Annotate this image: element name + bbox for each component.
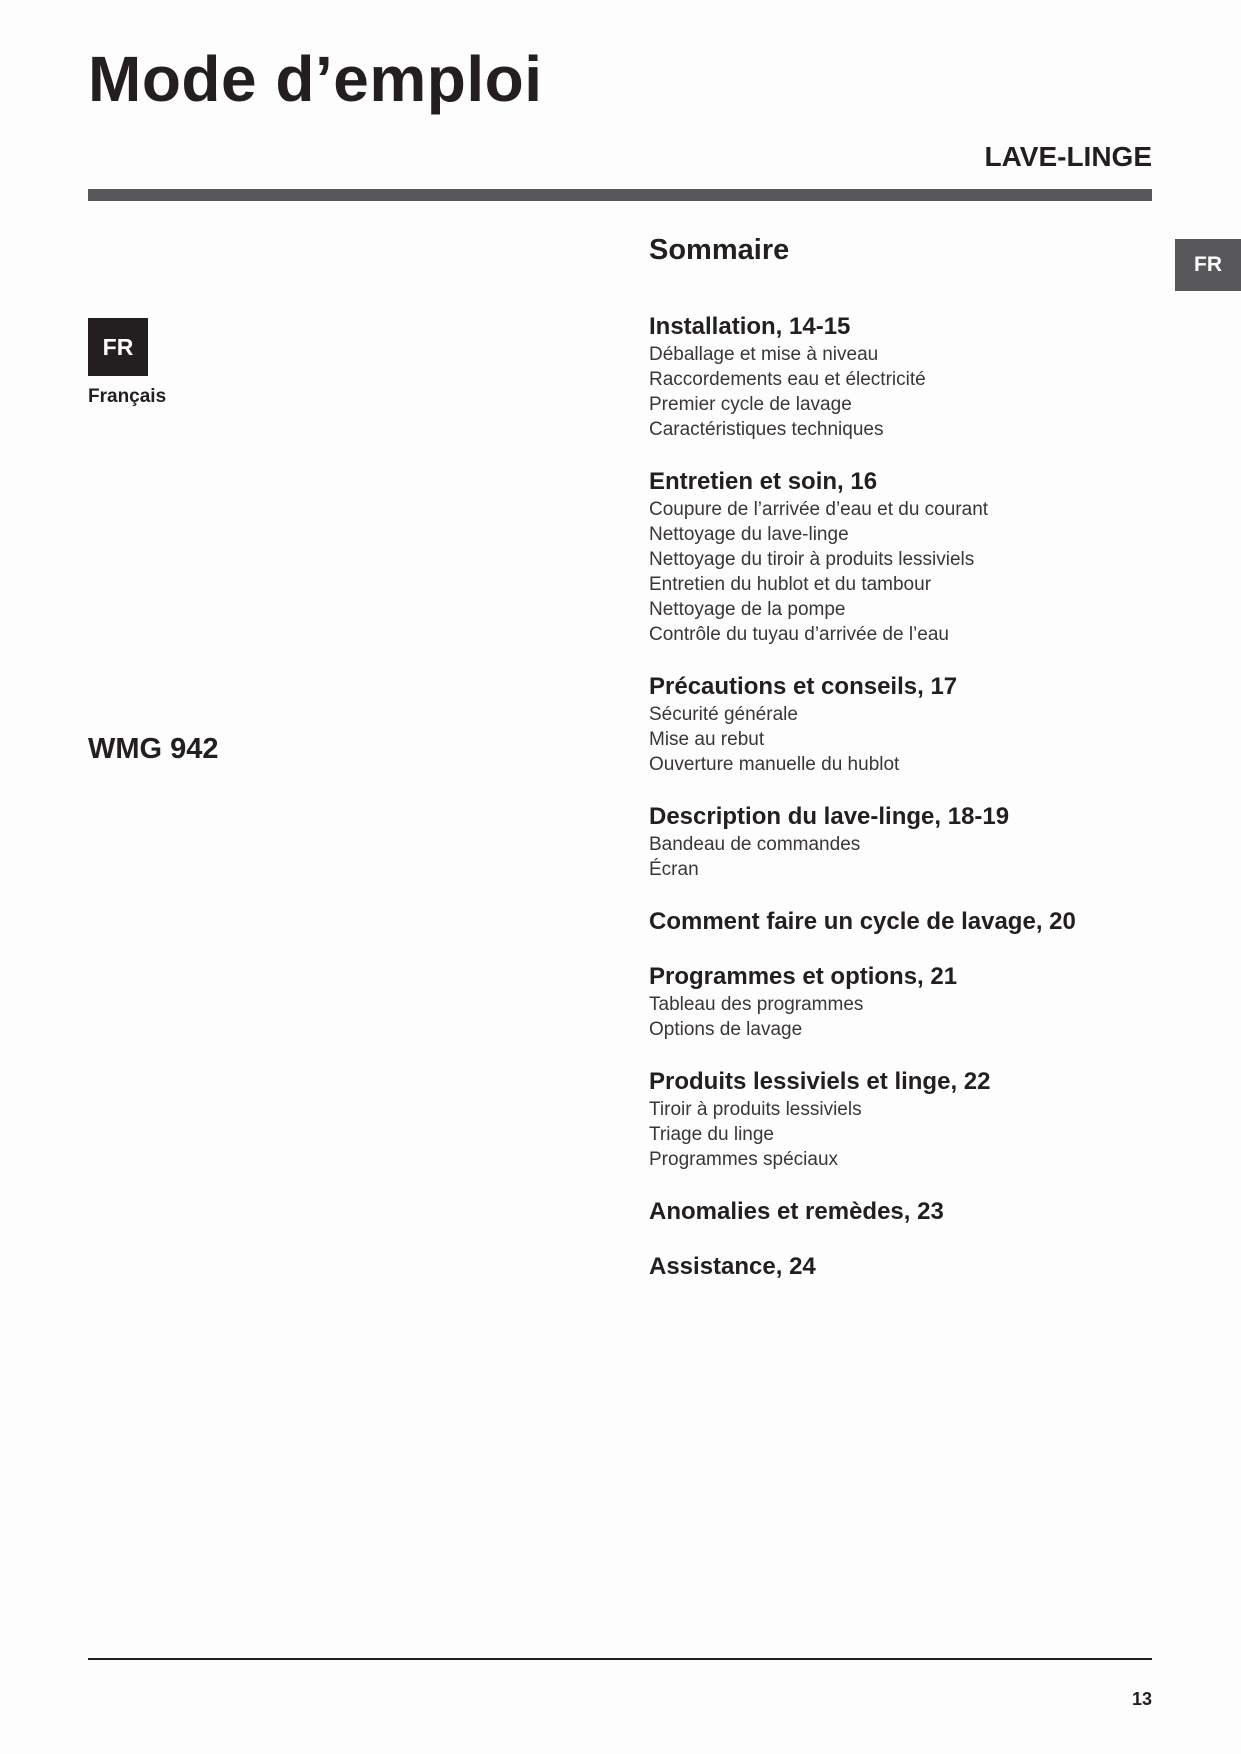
toc-item: Mise au rebut <box>649 729 765 750</box>
toc-item: Raccordements eau et électricité <box>649 369 926 390</box>
toc-item: Triage du linge <box>649 1124 774 1145</box>
toc-item: Ouverture manuelle du hublot <box>649 754 900 775</box>
language-name: Français <box>88 386 167 407</box>
toc-item: Déballage et mise à niveau <box>649 344 879 365</box>
toc-section-heading: Programmes et options, 21 <box>649 963 958 990</box>
toc-section-heading: Comment faire un cycle de lavage, 20 <box>649 908 1076 935</box>
header-divider <box>88 189 1152 201</box>
toc-section-heading: Produits lessiviels et linge, 22 <box>649 1068 991 1095</box>
toc-item: Nettoyage du tiroir à produits lessiviels <box>649 549 975 570</box>
page-number: 13 <box>1131 1689 1152 1709</box>
toc-section-heading: Assistance, 24 <box>649 1253 816 1280</box>
toc-item: Caractéristiques techniques <box>649 419 884 440</box>
toc-section-heading: Installation, 14-15 <box>649 313 851 340</box>
language-side-tab: FR <box>1175 239 1241 291</box>
toc-item: Bandeau de commandes <box>649 834 861 855</box>
toc-section <box>649 467 1169 647</box>
toc-section-heading: Entretien et soin, 16 <box>649 468 878 495</box>
toc-section <box>649 312 1169 442</box>
toc-item: Premier cycle de lavage <box>649 394 852 415</box>
toc-item: Contrôle du tuyau d’arrivée de l’eau <box>649 624 949 645</box>
toc-section <box>649 907 1169 937</box>
footer-divider <box>88 1658 1152 1660</box>
page-title: Mode d’emploi <box>88 43 543 115</box>
language-badge: FR <box>88 318 148 376</box>
toc-section-heading: Anomalies et remèdes, 23 <box>649 1198 944 1225</box>
toc-item: Sécurité générale <box>649 704 798 725</box>
toc-section <box>649 1067 1169 1172</box>
toc-section-heading: Description du lave-linge, 18-19 <box>649 803 1010 830</box>
model-name: WMG 942 <box>88 733 219 765</box>
toc-section-heading: Précautions et conseils, 17 <box>649 673 958 700</box>
table-of-contents <box>649 312 1169 1307</box>
toc-item: Écran <box>649 859 699 880</box>
toc-section <box>649 962 1169 1042</box>
toc-section <box>649 1252 1169 1282</box>
toc-section <box>649 1197 1169 1227</box>
toc-section <box>649 672 1169 777</box>
toc-title: Sommaire <box>649 234 790 266</box>
toc-item: Programmes spéciaux <box>649 1149 839 1170</box>
toc-item: Options de lavage <box>649 1019 803 1040</box>
product-type: LAVE-LINGE <box>984 141 1152 172</box>
toc-item: Tiroir à produits lessiviels <box>649 1099 862 1120</box>
toc-item: Nettoyage de la pompe <box>649 599 846 620</box>
toc-item: Entretien du hublot et du tambour <box>649 574 932 595</box>
toc-item: Nettoyage du lave-linge <box>649 524 849 545</box>
toc-item: Coupure de l’arrivée d’eau et du courant <box>649 499 989 520</box>
toc-item: Tableau des programmes <box>649 994 864 1015</box>
toc-section <box>649 802 1169 882</box>
